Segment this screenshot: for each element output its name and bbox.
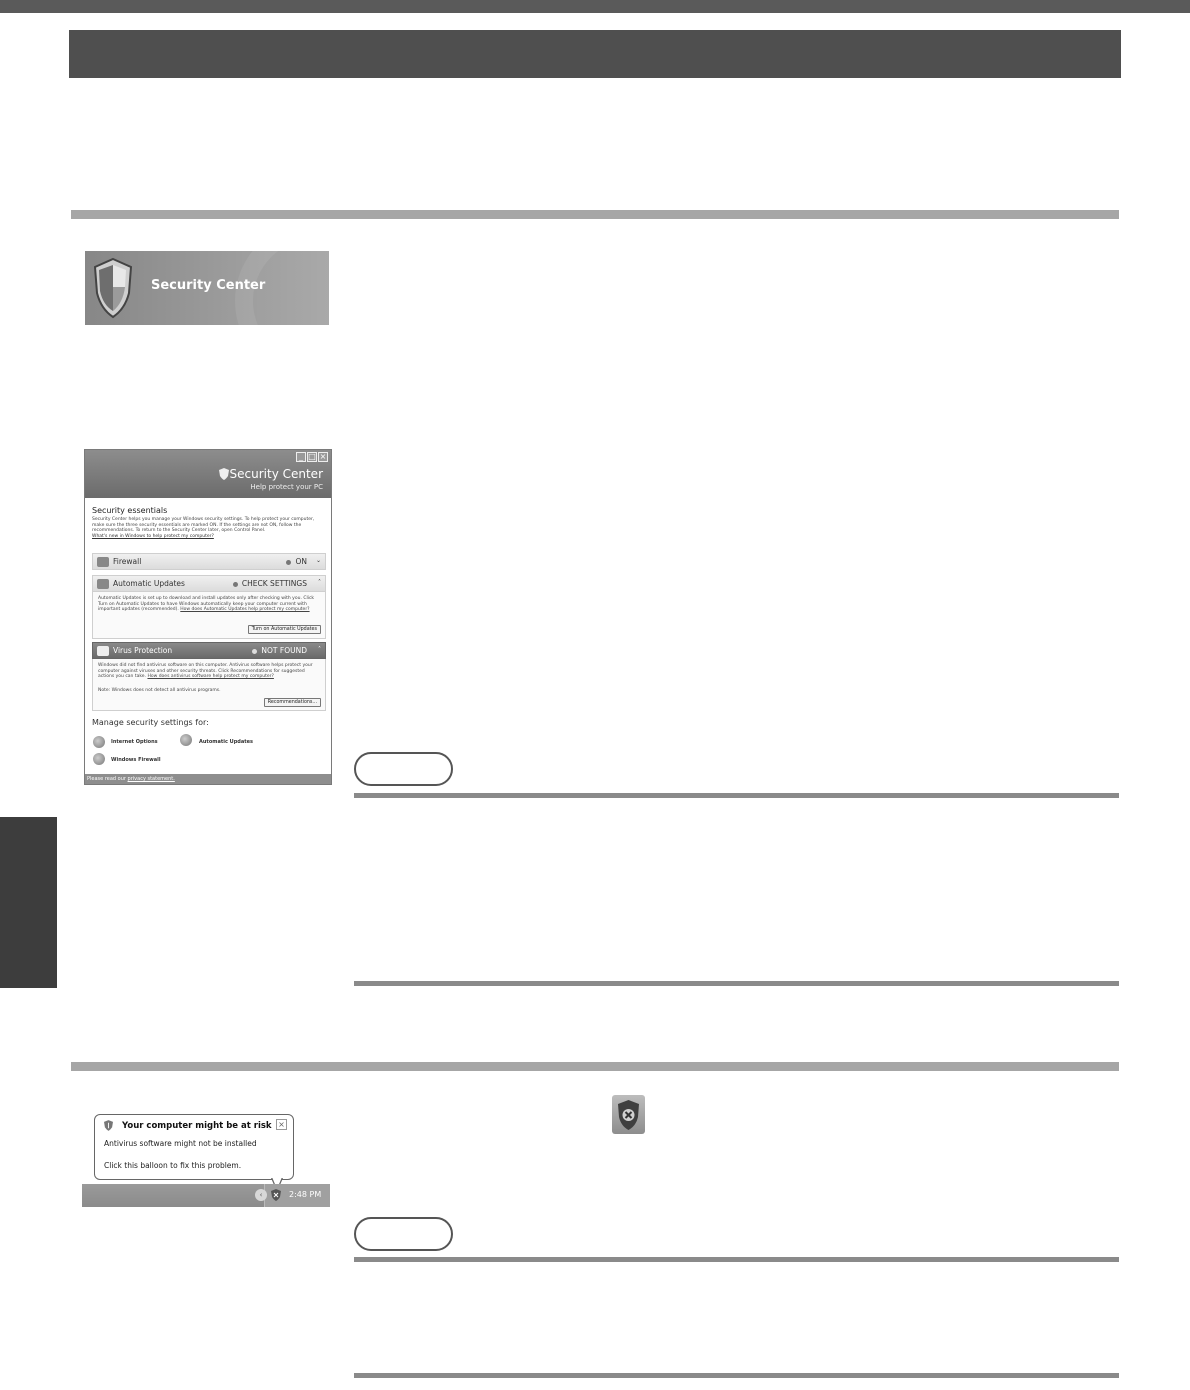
- security-center-window: [84, 449, 332, 785]
- note-divider: [354, 793, 1119, 798]
- window-title: Security Center: [229, 467, 323, 481]
- security-alert-icon: [612, 1095, 645, 1134]
- updates-icon: [97, 579, 109, 589]
- balloon-line1: Antivirus software might not be installed: [104, 1139, 257, 1148]
- virus-link[interactable]: How does antivirus software help protect my computer?: [147, 674, 274, 680]
- firewall-status: ON: [286, 557, 307, 566]
- recommendations-button[interactable]: Recommendations...: [264, 698, 321, 707]
- virus-status: NOT FOUND: [252, 646, 307, 655]
- automatic-updates-icon: [180, 734, 192, 746]
- chevron-up-icon[interactable]: ˄: [318, 646, 321, 653]
- window-footer: Please read our privacy statement.: [85, 774, 331, 784]
- firewall-row[interactable]: [92, 553, 326, 570]
- updates-panel: [92, 592, 326, 639]
- section-divider: [71, 1062, 1119, 1071]
- manage-automatic-updates[interactable]: Automatic Updates: [199, 739, 253, 745]
- manage-windows-firewall[interactable]: Windows Firewall: [111, 757, 161, 763]
- taskbar: [82, 1184, 330, 1207]
- note-divider: [354, 1373, 1119, 1378]
- firewall-icon: [97, 557, 109, 567]
- internet-options-icon: [93, 736, 105, 748]
- note-divider: [354, 981, 1119, 986]
- close-icon[interactable]: ×: [276, 1119, 287, 1130]
- virus-label: Virus Protection: [113, 646, 173, 655]
- balloon-title: Your computer might be at risk: [122, 1121, 272, 1131]
- close-button[interactable]: ×: [319, 452, 327, 461]
- chevron-down-icon[interactable]: ⌄: [315, 557, 321, 564]
- note-pill: [354, 1217, 453, 1251]
- window-subtitle: Help protect your PC: [250, 483, 323, 491]
- updates-text: Automatic Updates is set up to download and install updates only after checking with you. Click Turn on Automatic Updates to have Windows automatically keep your computer current with important updates (recommended). How does Automatic Updates help protect my computer?: [98, 596, 315, 613]
- virus-panel: [92, 659, 326, 711]
- updates-link[interactable]: How does Automatic Updates help protect my computer?: [180, 607, 310, 613]
- privacy-link[interactable]: privacy statement.: [127, 776, 175, 782]
- maximize-button[interactable]: □: [308, 452, 316, 461]
- turn-on-updates-button[interactable]: Turn on Automatic Updates: [248, 625, 321, 634]
- chevron-left-icon[interactable]: ‹: [255, 1189, 267, 1201]
- updates-label: Automatic Updates: [113, 579, 185, 588]
- balloon-line2: Click this balloon to fix this problem.: [104, 1161, 242, 1170]
- chevron-up-icon[interactable]: ˄: [318, 579, 321, 586]
- manage-heading: Manage security settings for:: [92, 718, 209, 727]
- updates-status: CHECK SETTINGS: [233, 579, 307, 588]
- security-alert-icon[interactable]: [271, 1189, 281, 1201]
- section-divider: [71, 210, 1119, 219]
- shield-icon: [91, 257, 135, 319]
- firewall-label: Firewall: [113, 557, 142, 566]
- virus-text: Windows did not find antivirus software on this computer. Antivirus software helps protect your computer against viruses and other security threats. Click Recommendations for suggested actions you can take. How does antivirus software help protect my computer?: [98, 663, 313, 680]
- updates-row[interactable]: [92, 575, 326, 592]
- essentials-text: Security Center helps you manage your Windows security settings. To help protect your computer, make sure the three security essentials are marked ON. If the settings are not ON, follow the recommendations. To return to the Security Center later, open Control Panel. What's new in Windows to help protect my computer?: [92, 517, 315, 539]
- virus-icon: [97, 646, 109, 656]
- whats-new-link[interactable]: What's new in Windows to help protect my computer?: [92, 533, 214, 539]
- virus-row[interactable]: [92, 642, 326, 659]
- security-center-banner: [85, 251, 329, 325]
- banner-title: Security Center: [151, 278, 266, 293]
- risk-balloon[interactable]: [94, 1114, 294, 1180]
- side-tab: [0, 817, 57, 988]
- windows-firewall-icon: [93, 753, 105, 765]
- essentials-heading: Security essentials: [92, 506, 168, 515]
- manage-internet-options[interactable]: Internet Options: [111, 739, 158, 745]
- virus-note: Note: Windows does not detect all antivirus programs.: [98, 688, 221, 693]
- note-pill: [354, 752, 453, 786]
- window-header: [85, 450, 331, 498]
- note-divider: [354, 1257, 1119, 1262]
- top-strip: [0, 0, 1190, 13]
- shield-icon: [104, 1120, 113, 1131]
- system-tray: [259, 1184, 330, 1207]
- clock: 2:48 PM: [289, 1190, 322, 1199]
- page-title-bar: [69, 30, 1121, 78]
- minimize-button[interactable]: _: [296, 452, 306, 462]
- shield-icon: [219, 468, 229, 480]
